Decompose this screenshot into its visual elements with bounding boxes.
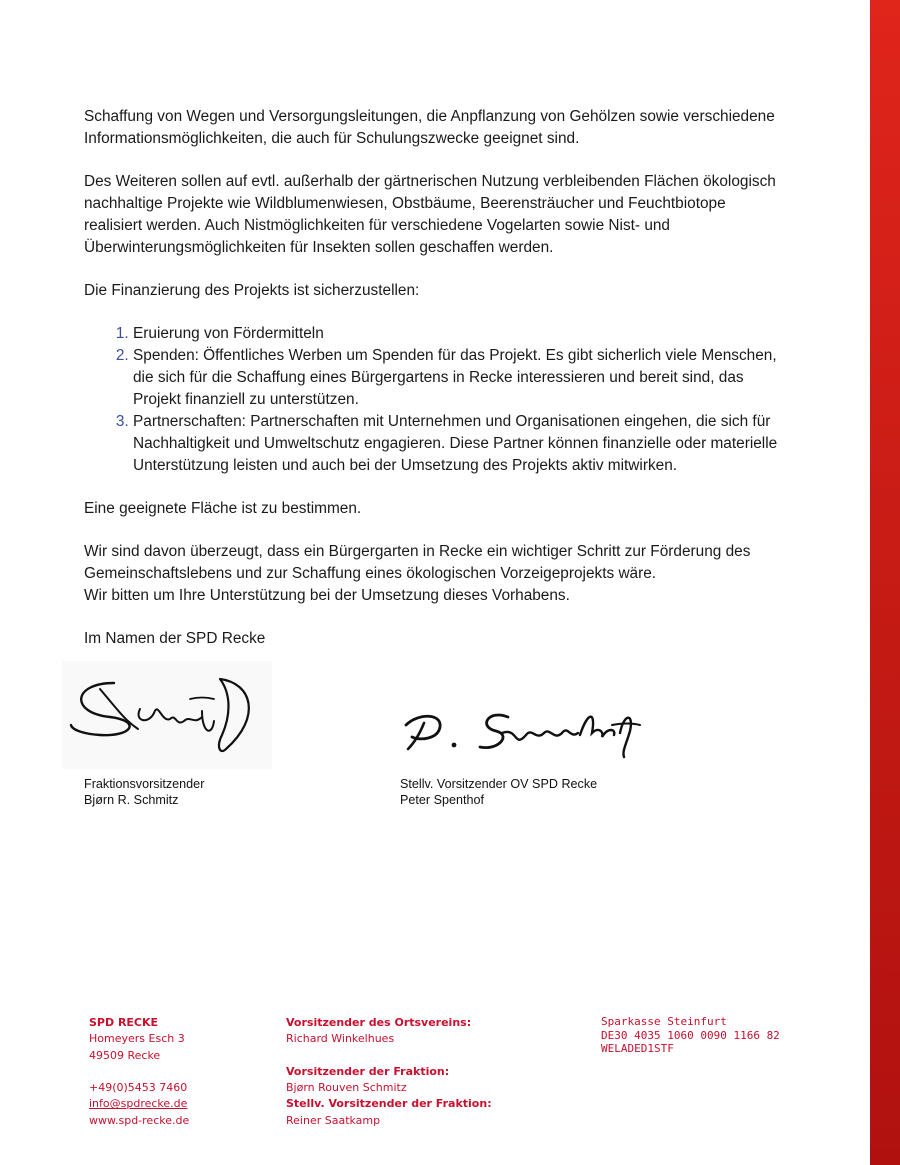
org-email-link[interactable]: info@spdrecke.de [89, 1097, 188, 1111]
signature-schmitz [62, 661, 272, 769]
signature-label-left [84, 776, 204, 808]
org-street: Homeyers Esch 3 [89, 1032, 185, 1046]
letter-body [84, 106, 784, 671]
footer-bank-block [601, 1015, 780, 1056]
org-website: www.spd-recke.de [89, 1113, 190, 1127]
left-signer-name: Bjørn R. Schmitz [84, 793, 179, 807]
signature-label-right [400, 776, 597, 808]
right-signer-name: Peter Spenthof [400, 793, 485, 807]
chair-label: Vorsitzender des Ortsvereins: [286, 1016, 472, 1029]
financing-item-1: 1. Eruierung von Fördermitteln [133, 323, 784, 345]
bank-iban: DE30 4035 1060 0090 1166 82 [601, 1028, 780, 1042]
org-city: 49509 Recke [89, 1048, 161, 1062]
bank-bic: WELADED1STF [601, 1042, 674, 1055]
financing-intro: Die Finanzierung des Projekts ist sicherzustellen: [84, 282, 420, 299]
paragraph-1: Schaffung von Wegen und Versorgungsleitungen, die Anpflanzung von Gehölzen sowie verschiedene Informationsmöglichkeiten, die auch für Schulungszwecke geeignet sind. [84, 108, 775, 147]
signature-spenthof [398, 703, 643, 763]
chair-name: Richard Winkelhues [286, 1032, 395, 1046]
org-name: SPD RECKE [89, 1016, 159, 1029]
closing-line: Im Namen der SPD Recke [84, 630, 266, 647]
org-phone: +49(0)5453 7460 [89, 1081, 188, 1095]
right-signer-role: Stellv. Vorsitzender OV SPD Recke [400, 777, 598, 791]
faction-deputy-label: Stellv. Vorsitzender der Fraktion: [286, 1097, 492, 1111]
red-side-bar [870, 0, 900, 1165]
footer-org-block [89, 1015, 189, 1129]
bank-name: Sparkasse Steinfurt [601, 1015, 727, 1028]
paragraph-4-line-2: Wir bitten um Ihre Unterstützung bei der Umsetzung dieses Vorhabens. [84, 587, 570, 604]
financing-item-3: 3. Partnerschaften: Partnerschaften mit Unternehmen und Organisationen eingehen, die sich für Nachhaltigkeit und Umweltschutz engagieren. Diese Partner können finanzielle oder materielle Unterstützung leisten und auch bei der Umsetzung des Projekts aktiv mitwirken. [133, 411, 784, 477]
faction-chair-label: Vorsitzender der Fraktion: [286, 1064, 450, 1078]
financing-list [84, 323, 784, 477]
financing-item-2: 2. Spenden: Öffentliches Werben um Spenden für das Projekt. Es gibt sicherlich viele Menschen, die sich für die Schaffung eines Bürgergartens in Recke interessieren und bereit sind, das Projekt finanziell zu unterstützen. [133, 345, 784, 411]
left-signer-role: Fraktionsvorsitzender [84, 777, 205, 791]
footer-officers-block [286, 1015, 492, 1129]
paragraph-2: Des Weiteren sollen auf evtl. außerhalb der gärtnerischen Nutzung verbleibenden Flächen ökologisch nachhaltige Projekte wie Wildblumenwiesen, Obstbäume, Beerensträucher und Feuchtbiotope realisiert werden. Auch Nistmöglichkeiten für verschiedene Vogelarten sowie Nist- und Überwinterungsmöglichkeiten für Insekten sollen geschaffen werden. [84, 173, 776, 256]
paragraph-4-line-1: Wir sind davon überzeugt, dass ein Bürgergarten in Recke ein wichtiger Schritt zur Förderung des Gemeinschaftslebens und zur Schaffung eines ökologischen Vorzeigeprojekts wäre. [84, 543, 751, 582]
faction-chair-name: Bjørn Rouven Schmitz [286, 1081, 407, 1095]
paragraph-4 [84, 541, 784, 607]
paragraph-3: Eine geeignete Fläche ist zu bestimmen. [84, 500, 362, 517]
faction-deputy-name: Reiner Saatkamp [286, 1113, 381, 1127]
